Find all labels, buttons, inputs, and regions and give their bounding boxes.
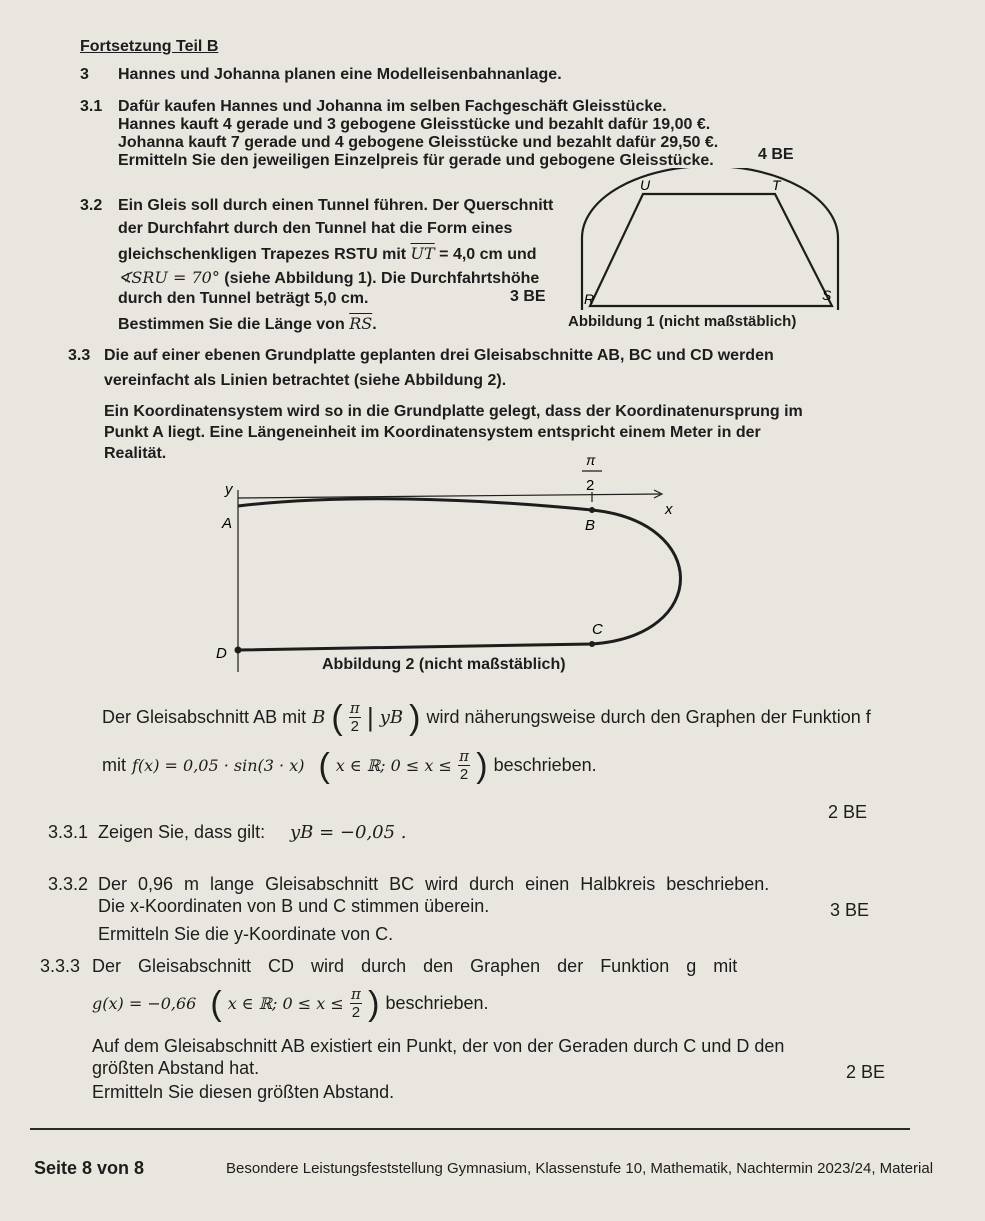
task32-points: 3 BE	[510, 288, 546, 305]
task333-line1: Der Gleisabschnitt CD wird durch den Graphen der Funktion g mit	[92, 956, 738, 976]
task32-line3	[118, 244, 537, 264]
label-y: y	[225, 481, 233, 498]
task331-points: 2 BE	[828, 802, 868, 822]
task32-line2: der Durchfahrt durch den Tunnel hat die Form eines	[118, 220, 513, 237]
task3-intro: Hannes und Johanna planen eine Modelleisenbahnanlage.	[118, 66, 562, 83]
label-u: U	[640, 177, 651, 193]
label-c: C	[592, 621, 603, 638]
domain-g: x ∈ ℝ; 0 ≤ x ≤	[227, 994, 344, 1013]
bar-separator: |	[366, 702, 374, 732]
x-axis	[238, 494, 660, 498]
point-d	[235, 647, 242, 654]
footer-info: Besondere Leistungsfeststellung Gymnasium, Klassenstufe 10, Mathematik, Nachtermin 2023/24, Material	[226, 1160, 934, 1177]
task33-cont-line1	[102, 700, 871, 735]
domain-two-denominator: 2	[459, 766, 469, 783]
g-domain-two-denominator: 2	[351, 1004, 361, 1021]
segment-ut: $\overline{UT}$	[410, 244, 435, 263]
label-a: A	[222, 515, 233, 532]
task31-line4: Ermitteln Sie den jeweiligen Einzelpreis für gerade und gebogene Gleisstücke.	[118, 152, 714, 169]
pi-label: π	[586, 452, 596, 468]
task31-line1: Dafür kaufen Hannes und Johanna im selben Fachgeschäft Gleisstücke.	[118, 98, 667, 115]
function-g: g(x) = −0,66	[92, 994, 197, 1013]
pi-half-fraction	[349, 700, 361, 735]
task31-line3: Johanna kauft 7 gerade und 4 gebogene Gleisstücke und bezahlt dafür 29,50 €.	[118, 134, 719, 151]
function-f: f(x) = 0,05 · sin(3 · x)	[132, 756, 305, 775]
figure2-caption: Abbildung 2 (nicht maßstäblich)	[322, 656, 566, 673]
task33-number: 3.3	[68, 347, 91, 364]
task31-points: 4 BE	[758, 146, 794, 163]
figure2-track	[210, 450, 690, 680]
domain-f: x ∈ ℝ; 0 ≤ x ≤	[335, 756, 452, 775]
task33-line5: Realität.	[104, 445, 167, 462]
label-d: D	[216, 645, 227, 662]
task32-line3-rest: = 4,0 cm und	[439, 246, 537, 263]
label-s: S	[822, 287, 832, 303]
task32-line1: Ein Gleis soll durch einen Tunnel führen. Der Querschnitt	[118, 197, 554, 214]
task32-number: 3.2	[80, 197, 103, 214]
task332-line3: Ermitteln Sie die y-Koordinate von C.	[98, 924, 394, 944]
task333-line4: größten Abstand hat.	[92, 1058, 260, 1078]
yb-symbol: yB	[379, 707, 404, 728]
task331-formula: yB = −0,05 .	[290, 822, 407, 843]
track-line	[238, 499, 681, 650]
point-b	[589, 507, 595, 513]
task32-line4-text: (siehe Abbildung 1). Die Durchfahrtshöhe	[224, 270, 540, 287]
task332-number: 3.3.2	[48, 874, 89, 894]
task333-line3: Auf dem Gleisabschnitt AB existiert ein Punkt, der von der Geraden durch C und D den	[92, 1036, 785, 1056]
footer-page-number: Seite 8 von 8	[34, 1158, 145, 1178]
task3-number: 3	[80, 66, 89, 83]
header-title: Fortsetzung Teil B	[80, 38, 219, 55]
task33-cont-mit: mit	[102, 755, 126, 775]
task32-line5: durch den Tunnel beträgt 5,0 cm.	[118, 290, 369, 307]
g-domain-paren-open: (	[210, 984, 222, 1023]
label-t: T	[772, 177, 781, 193]
task331-number: 3.3.1	[48, 822, 89, 842]
task32-line6	[118, 314, 377, 334]
task331-text: Zeigen Sie, dass gilt:	[98, 822, 266, 842]
footer-rule	[30, 1128, 910, 1130]
task33-cont-beschrieben: beschrieben.	[493, 755, 597, 775]
task32-line6-text: Bestimmen Sie die Länge von	[118, 316, 345, 333]
task333-beschrieben: beschrieben.	[385, 993, 489, 1013]
task31-line2: Hannes kauft 4 gerade und 3 gebogene Gleisstücke und bezahlt dafür 19,00 €.	[118, 116, 711, 133]
task33-cont-line1-text: Der Gleisabschnitt AB mit	[102, 707, 307, 727]
figure1-caption: Abbildung 1 (nicht maßstäblich)	[568, 313, 797, 330]
task332-line1: Der 0,96 m lange Gleisabschnitt BC wird durch einen Halbkreis beschrieben.	[98, 874, 770, 894]
task33-cont-line1-rest: wird näherungsweise durch den Graphen der Funktion f	[426, 707, 871, 727]
point-b-symbol: B	[312, 707, 326, 728]
angle-sru: ∢SRU = 70°	[118, 268, 220, 287]
task32-line4	[118, 268, 539, 288]
task333-number: 3.3.3	[40, 956, 81, 976]
label-b: B	[585, 517, 596, 534]
task332-line2: Die x-Koordinaten von B und C stimmen überein.	[98, 896, 490, 916]
two-denominator: 2	[350, 718, 359, 735]
g-domain-paren-close: )	[368, 984, 380, 1023]
task333-line2	[92, 986, 489, 1021]
task33-line2: vereinfacht als Linien betrachtet (siehe Abbildung 2).	[104, 372, 507, 389]
g-domain-pi-numerator: π	[351, 985, 361, 1003]
tunnel-arch	[582, 168, 838, 310]
g-domain-pi-half	[350, 986, 362, 1021]
label-r: R	[584, 291, 595, 307]
task31-number: 3.1	[80, 98, 103, 115]
task333-line5: Ermitteln Sie diesen größten Abstand.	[92, 1082, 395, 1102]
paren-open: (	[331, 698, 343, 737]
task32-line6-dot: .	[372, 316, 377, 333]
trapezoid-rstu	[590, 194, 832, 306]
task33-line4: Punkt A liegt. Eine Längeneinheit im Koordinatensystem entspricht einem Meter in der	[104, 424, 761, 441]
domain-paren-close: )	[476, 746, 488, 785]
point-c	[589, 641, 595, 647]
task332-points: 3 BE	[830, 900, 870, 920]
figure1-tunnel	[560, 168, 850, 313]
task33-cont-line2	[102, 748, 597, 783]
domain-pi-numerator: π	[459, 747, 469, 765]
two-label: 2	[586, 477, 595, 494]
segment-rs: $\overline{RS}$	[349, 314, 373, 333]
domain-pi-half	[458, 748, 470, 783]
domain-paren-open: (	[318, 746, 330, 785]
label-x: x	[665, 501, 673, 518]
task33-line1: Die auf einer ebenen Grundplatte geplanten drei Gleisabschnitte AB, BC und CD werden	[104, 347, 774, 364]
task33-line3: Ein Koordinatensystem wird so in die Grundplatte gelegt, dass der Koordinatenursprung im	[104, 403, 803, 420]
task32-line3-text: gleichschenkligen Trapezes RSTU mit	[118, 246, 407, 263]
pi-numerator: π	[349, 699, 360, 717]
paren-close: )	[409, 698, 421, 737]
task333-points: 2 BE	[846, 1062, 886, 1082]
